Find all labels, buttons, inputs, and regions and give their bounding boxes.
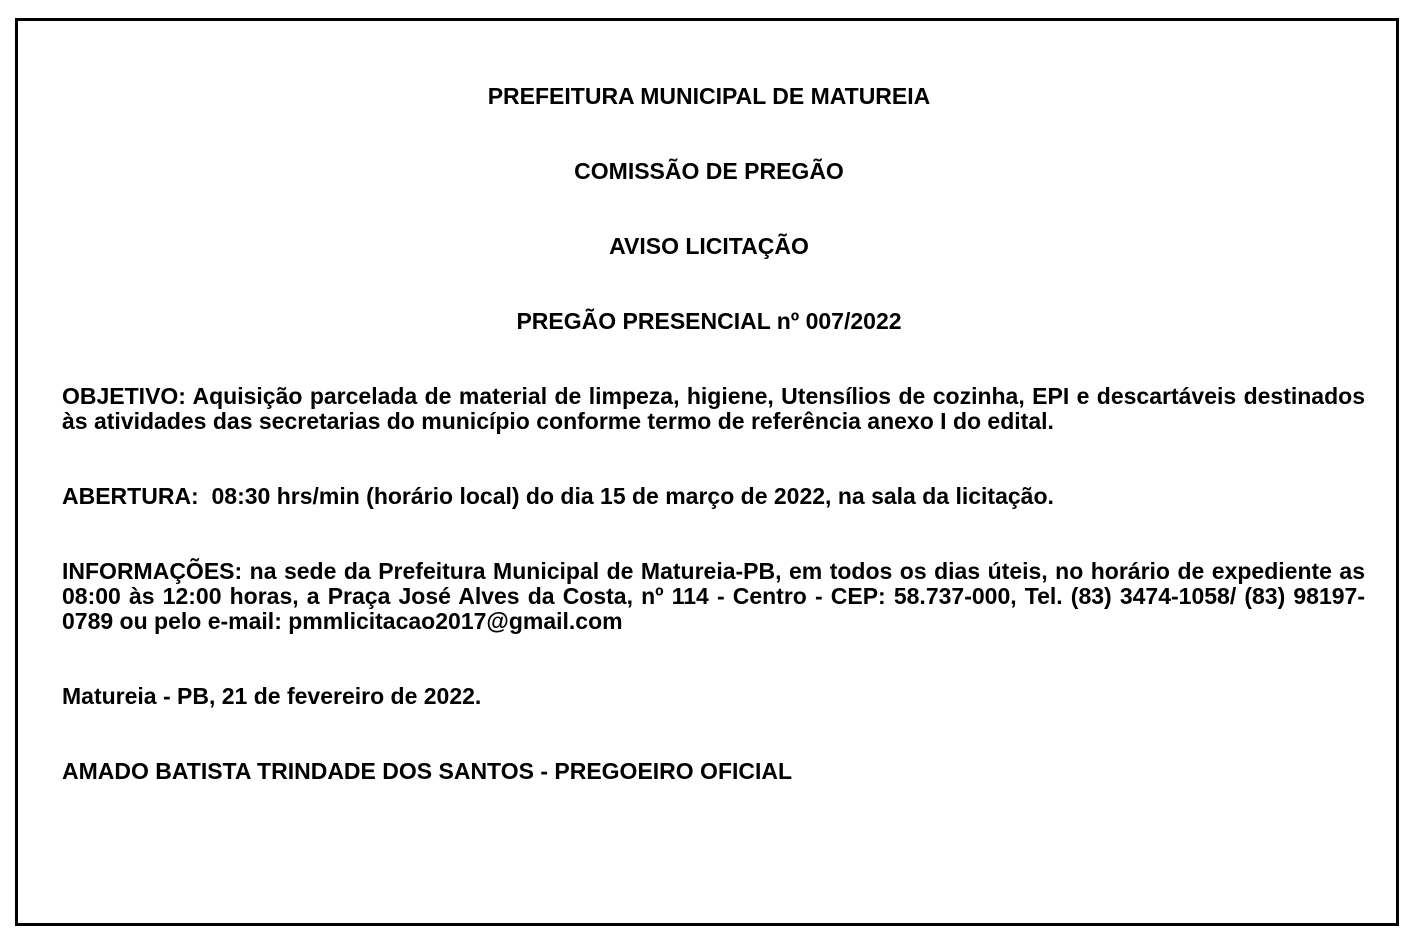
- municipality-title: PREFEITURA MUNICIPAL DE MATUREIA: [487, 83, 931, 109]
- info-label: INFORMAÇÕES:: [62, 558, 243, 584]
- commission-title: COMISSÃO DE PREGÃO: [574, 158, 844, 184]
- signatory-line: AMADO BATISTA TRINDADE DOS SANTOS - PREGOEIRO OFICIAL: [62, 758, 793, 784]
- place-date-line: Matureia - PB, 21 de fevereiro de 2022.: [62, 683, 482, 709]
- objective-paragraph: [62, 384, 1365, 434]
- notice-type-title: AVISO LICITAÇÃO: [609, 233, 809, 259]
- info-paragraph: [62, 559, 1365, 634]
- opening-text: 08:30 hrs/min (horário local) do dia 15 de março de 2022, na sala da licitação.: [211, 483, 1054, 509]
- opening-label: ABERTURA:: [62, 483, 199, 509]
- opening-paragraph: [62, 484, 1365, 509]
- process-number-title: PREGÃO PRESENCIAL nº 007/2022: [516, 308, 902, 334]
- objective-text: Aquisição parcelada de material de limpeza, higiene, Utensílios de cozinha, EPI e descartáveis destinados às atividades das secretarias do município conforme termo de referência anexo I do edital.: [62, 383, 1365, 434]
- objective-label: OBJETIVO:: [62, 383, 186, 409]
- info-text: na sede da Prefeitura Municipal de Matureia-PB, em todos os dias úteis, no horário de expediente as 08:00 às 12:00 horas, a Praça José Alves da Costa, nº 114 - Centro - CEP: 58.737-000, Tel. (83) 3474-1058/ (83) 98197-0789 ou pelo e-mail: pmmlicitacao2017@gmail.com: [62, 558, 1366, 634]
- notice-frame: [15, 18, 1399, 926]
